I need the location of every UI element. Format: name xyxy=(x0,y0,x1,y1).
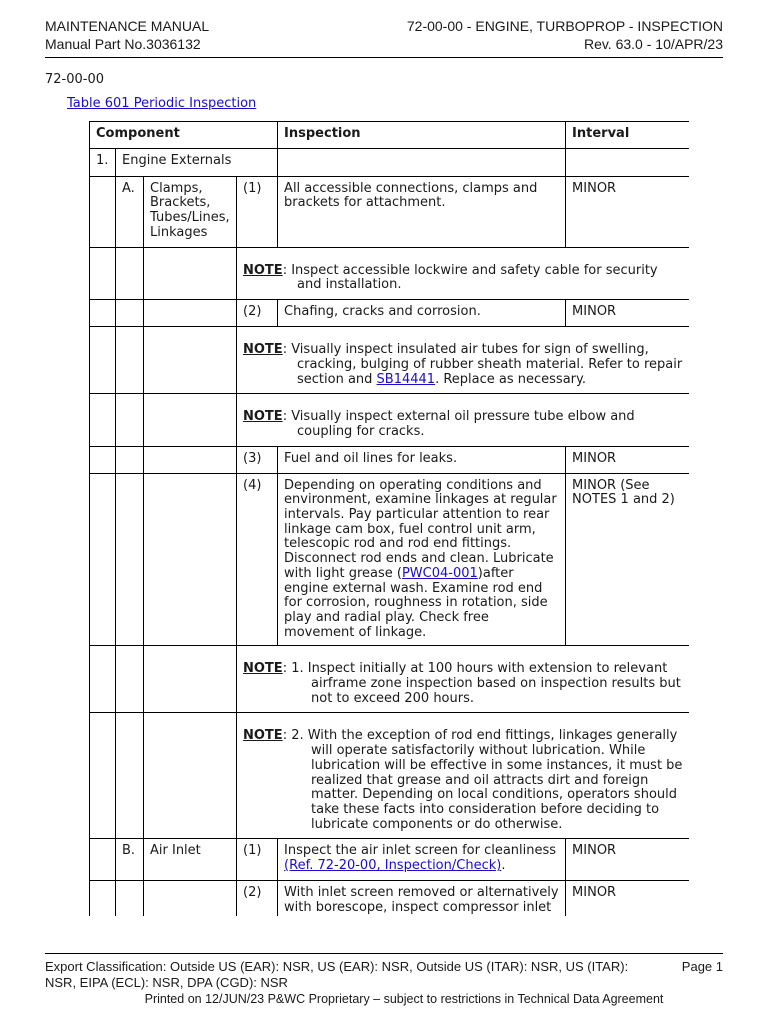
item-number: (2) xyxy=(237,881,278,916)
note-label: NOTE xyxy=(243,409,283,425)
note-cell xyxy=(237,646,690,713)
manual-part-number: Manual Part No.3036132 xyxy=(45,36,201,52)
sub-label: Air Inlet xyxy=(144,839,237,881)
inspection-table-wrapper xyxy=(89,121,689,916)
column-header-interval: Interval xyxy=(566,122,689,149)
ref-72-20-00-link[interactable]: (Ref. 72-20-00, Inspection/Check) xyxy=(284,858,502,874)
table-row xyxy=(90,394,690,446)
item-text: Chafing, cracks and corrosion. xyxy=(278,300,566,327)
item-number: (1) xyxy=(237,839,278,881)
table-row xyxy=(90,646,690,713)
item-text-end: )after engine external wash. Examine rod end for corrosion, roughness in rotation, side play and radial play. Check free movement of linkage. xyxy=(284,565,548,640)
export-classification: Export Classification: Outside US (EAR): NSR, US (EAR): NSR, Outside US (ITAR): NSR, US (ITAR): NSR, EIPA (ECL): NSR, DPA (CGD): NSR xyxy=(45,959,629,990)
sub-letter: B. xyxy=(116,839,144,881)
inspection-table xyxy=(89,121,689,916)
sb14441-link[interactable]: SB14441 xyxy=(376,371,436,387)
item-text-start: Depending on operating conditions and environment, examine linkages at regular intervals. Pay particular attention to rear linkage cam box, fuel control unit arm, telescopic rod and rod end fittings. Disconnect rod ends and clean. Lubricate with light grease ( xyxy=(284,477,557,581)
table-row xyxy=(90,881,690,916)
item-number: (1) xyxy=(237,176,278,247)
item-number: (2) xyxy=(237,300,278,327)
pwc04-001-link[interactable]: PWC04-001 xyxy=(401,565,478,581)
table-row xyxy=(90,148,690,176)
table-header-row xyxy=(90,122,690,149)
page-header xyxy=(45,17,723,58)
note-label: NOTE xyxy=(243,661,283,677)
item-interval: MINOR xyxy=(566,446,689,473)
table-row xyxy=(90,839,690,881)
item-interval: MINOR (See NOTES 1 and 2) xyxy=(566,473,689,646)
item-text: Fuel and oil lines for leaks. xyxy=(278,446,566,473)
column-header-component: Component xyxy=(90,122,278,149)
table-row xyxy=(90,473,690,646)
group-number: 1. xyxy=(90,148,116,176)
sub-label: Clamps, Brackets, Tubes/Lines, Linkages xyxy=(144,176,237,247)
table-row xyxy=(90,176,690,247)
table-row xyxy=(90,713,690,839)
note-text: : Visually inspect external oil pressure tube elbow and coupling for cracks. xyxy=(282,409,635,439)
item-text: All accessible connections, clamps and brackets for attachment. xyxy=(278,176,566,247)
manual-title: MAINTENANCE MANUAL xyxy=(45,18,210,34)
page-footer xyxy=(45,953,723,1008)
table-row xyxy=(90,247,690,299)
note-text-end: . Replace as necessary. xyxy=(435,371,586,387)
note-label: NOTE xyxy=(243,262,283,278)
note-text: : Visually inspect insulated air tubes for sign of swelling, cracking, bulging of rubber sheath material. Refer to repair section and xyxy=(282,342,683,387)
item-text-start: Inspect the air inlet screen for cleanliness xyxy=(284,843,557,859)
note-text: : 2. With the exception of rod end fittings, linkages generally will operate satisfactorily without lubrication. While lubrication will be effective in some instances, it must be realized that grease and oil attracts dirt and foreign matter. Depending on local conditions, operators should take these facts into consideration before deciding to lubricate components or do otherwise. xyxy=(282,728,683,832)
item-text: With inlet screen removed or alternatively with borescope, inspect compressor inlet xyxy=(278,881,566,916)
note-cell xyxy=(237,713,690,839)
item-text xyxy=(278,473,566,646)
table-row xyxy=(90,446,690,473)
item-interval: MINOR xyxy=(566,176,689,247)
item-interval: MINOR xyxy=(566,300,689,327)
note-text: : 1. Inspect initially at 100 hours with extension to relevant airframe zone inspection based on inspection results but not to exceed 200 hours. xyxy=(282,661,681,706)
note-cell xyxy=(237,247,690,299)
note-text: : Inspect accessible lockwire and safety cable for security and installation. xyxy=(282,262,658,293)
note-label: NOTE xyxy=(243,728,283,744)
sub-letter: A. xyxy=(116,176,144,247)
revision-info: Rev. 63.0 - 10/APR/23 xyxy=(583,36,723,52)
item-number: (4) xyxy=(237,473,278,646)
table-row xyxy=(90,327,690,394)
column-header-inspection: Inspection xyxy=(278,122,566,149)
item-text-end: . xyxy=(501,858,506,874)
group-label: Engine Externals xyxy=(116,148,278,176)
table-title-link[interactable]: Table 601 Periodic Inspection xyxy=(67,96,257,111)
page-number: Page 1 xyxy=(681,959,723,974)
table-row xyxy=(90,300,690,327)
note-cell xyxy=(237,327,690,394)
chapter-title: 72-00-00 - ENGINE, TURBOPROP - INSPECTION xyxy=(406,18,723,34)
item-text xyxy=(278,839,566,881)
note-label: NOTE xyxy=(243,342,283,358)
item-number: (3) xyxy=(237,446,278,473)
item-interval: MINOR xyxy=(566,881,689,916)
section-id: 72-00-00 xyxy=(45,72,105,87)
item-interval: MINOR xyxy=(566,839,689,881)
printed-notice: Printed on 12/JUN/23 P&WC Proprietary – subject to restrictions in Technical Data Agreement xyxy=(144,992,664,1006)
note-cell xyxy=(237,394,690,446)
